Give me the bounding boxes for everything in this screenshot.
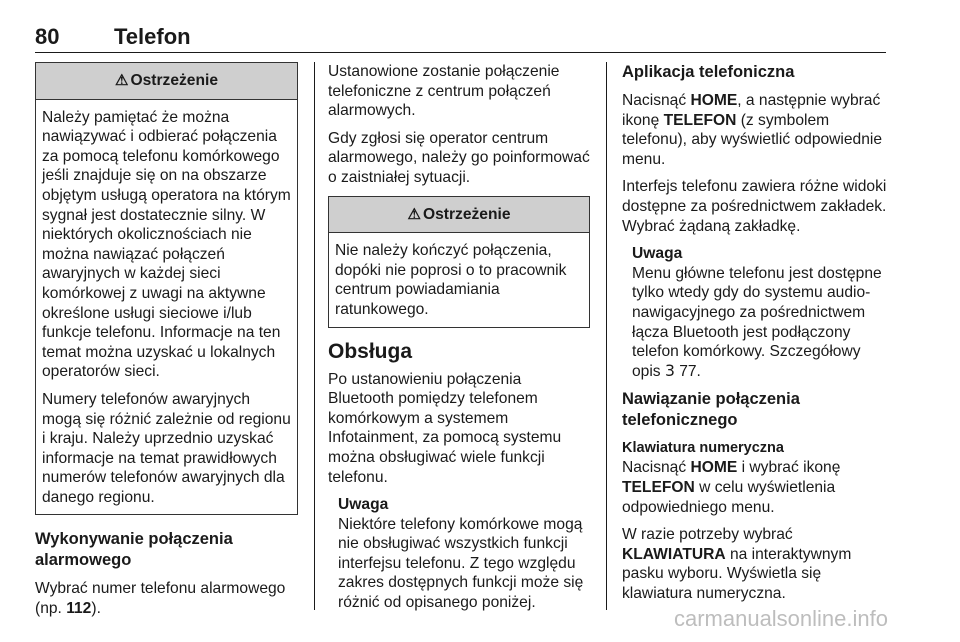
column-2 (328, 62, 590, 621)
warning-header (329, 197, 589, 234)
column-3 (622, 62, 888, 611)
warning-body (36, 100, 297, 515)
warning-paragraph-2: Numery telefonów awaryjnych mogą się różnić zależnie od regionu i kraju. Należy uprzednio uzyskać informacje na temat prawidłowych numerów telefonów awaryjnych dla danego regionu. (42, 390, 291, 506)
text-run: Menu główne telefonu jest dostępne tylko wtedy gdy do systemu audio-nawigacyjnego za pośrednictwem łącza Bluetooth jest podłączony telefon komórkowy. Szczegółowy opis (632, 264, 882, 380)
phone-keyword: TELEFON (622, 478, 695, 496)
note-label: Uwaga (632, 245, 683, 263)
make-call-heading: Nawiązanie połączenia telefonicznego (622, 390, 800, 430)
text-run: , a następnie wybrać ikonę (622, 92, 881, 129)
text-run: na interaktywnym pasku wyboru. Wyświetla się klawiatura numeryczna. (622, 545, 852, 602)
paragraph-keypad-home (622, 458, 888, 517)
warning-triangle-icon: ⚠ (407, 205, 421, 223)
warning-paragraph-1: Należy pamiętać że można nawiązywać i odbierać połączenia za pomocą telefonu komórkowego jeśli znajduje się on na obszarze objętym usługą operatora na którym sygnał jest dostatecznie silny. W niektórych okolicznościach nie można nawiązać połączeń awaryjnych w każdej sieci komórkowej z uwagi na aktywne określone usługi sieciowe i/lub funkcje telefonu. Informacje na ten temat można uzyskać u lokalnych operatorów sieci. (42, 108, 291, 381)
text-run: Nacisnąć (622, 459, 691, 477)
page-title: Telefon (114, 24, 191, 49)
text-run: Nacisnąć (622, 92, 691, 109)
warning-body (329, 233, 589, 326)
emergency-call-heading: Wykonywanie połączenia alarmowego (35, 530, 233, 570)
warning-title: Ostrzeżenie (422, 205, 511, 223)
watermark: carmanualsonline.info (673, 606, 888, 631)
text-run: ). (91, 600, 101, 618)
text-run: (z symbolem telefonu), aby wyświetlić odpowiednie menu. (622, 111, 883, 168)
paragraph-operator: Gdy zgłosi się operator centrum alarmowego, należy go poinformować o zaistniałej sytuacji. (328, 129, 590, 186)
paragraph-connection: Ustanowione zostanie połączenie telefoniczne z centrum połączeń alarmowych. (328, 63, 560, 120)
page-number: 80 (35, 24, 60, 49)
section-title-obsluga: Obsługa (328, 339, 413, 363)
warning-triangle-icon: ⚠ (115, 72, 129, 89)
text-run: w celu wyświetlenia odpowiedniego menu. (622, 478, 836, 516)
note-block (328, 495, 590, 613)
note-text (632, 264, 888, 382)
text-run: Wybrać numer telefonu alarmowego (np. (35, 580, 286, 618)
header-divider (35, 52, 886, 53)
keypad-subheading: Klawiatura numeryczna (622, 440, 784, 457)
column-1 (35, 62, 298, 627)
phone-keyword: TELEFON (663, 111, 737, 129)
keypad-keyword: KLAWIATURA (622, 545, 726, 563)
warning-box-2 (328, 196, 590, 328)
column-divider-1 (314, 62, 315, 610)
emergency-call-paragraph (35, 579, 298, 618)
warning-box-1 (35, 62, 298, 515)
phone-app-heading: Aplikacja telefoniczna (622, 63, 795, 81)
emergency-number: 112 (66, 600, 92, 618)
home-keyword: HOME (690, 459, 738, 477)
home-keyword: HOME (690, 92, 738, 109)
paragraph-home-phone (622, 91, 888, 169)
warning-header (36, 63, 297, 100)
note-label: Uwaga (338, 496, 389, 514)
text-run: i wybrać ikonę (737, 459, 841, 477)
text-run: W razie potrzeby wybrać (622, 526, 793, 544)
warning-title: Ostrzeżenie (130, 72, 218, 89)
paragraph-tabs: Interfejs telefonu zawiera różne widoki dostępne za pośrednictwem zakładek. Wybrać żądaną zakładkę. (622, 178, 887, 235)
paragraph-keypad-select (622, 525, 888, 603)
warning-paragraph: Nie należy kończyć połączenia, dopóki nie poprosi o to pracownik centrum powiadamiania ratunkowego. (335, 242, 567, 318)
column-divider-2 (606, 62, 607, 610)
note-text: Niektóre telefony komórkowe mogą nie obsługiwać wszystkich funkcji interfejsu telefonu. Z tego względu zakres dostępnych funkcji może się różnić od opisanego poniżej. (338, 515, 584, 612)
paragraph-bluetooth: Po ustanowieniu połączenia Bluetooth pomiędzy telefonem komórkowym a systemem Infotainment, za pomocą systemu można obsługiwać wiele funkcji telefonu. (328, 370, 562, 486)
note-block (622, 244, 888, 381)
page-ref-arrow-icon: 3 (664, 361, 675, 380)
page-ref: 77. (674, 362, 701, 380)
